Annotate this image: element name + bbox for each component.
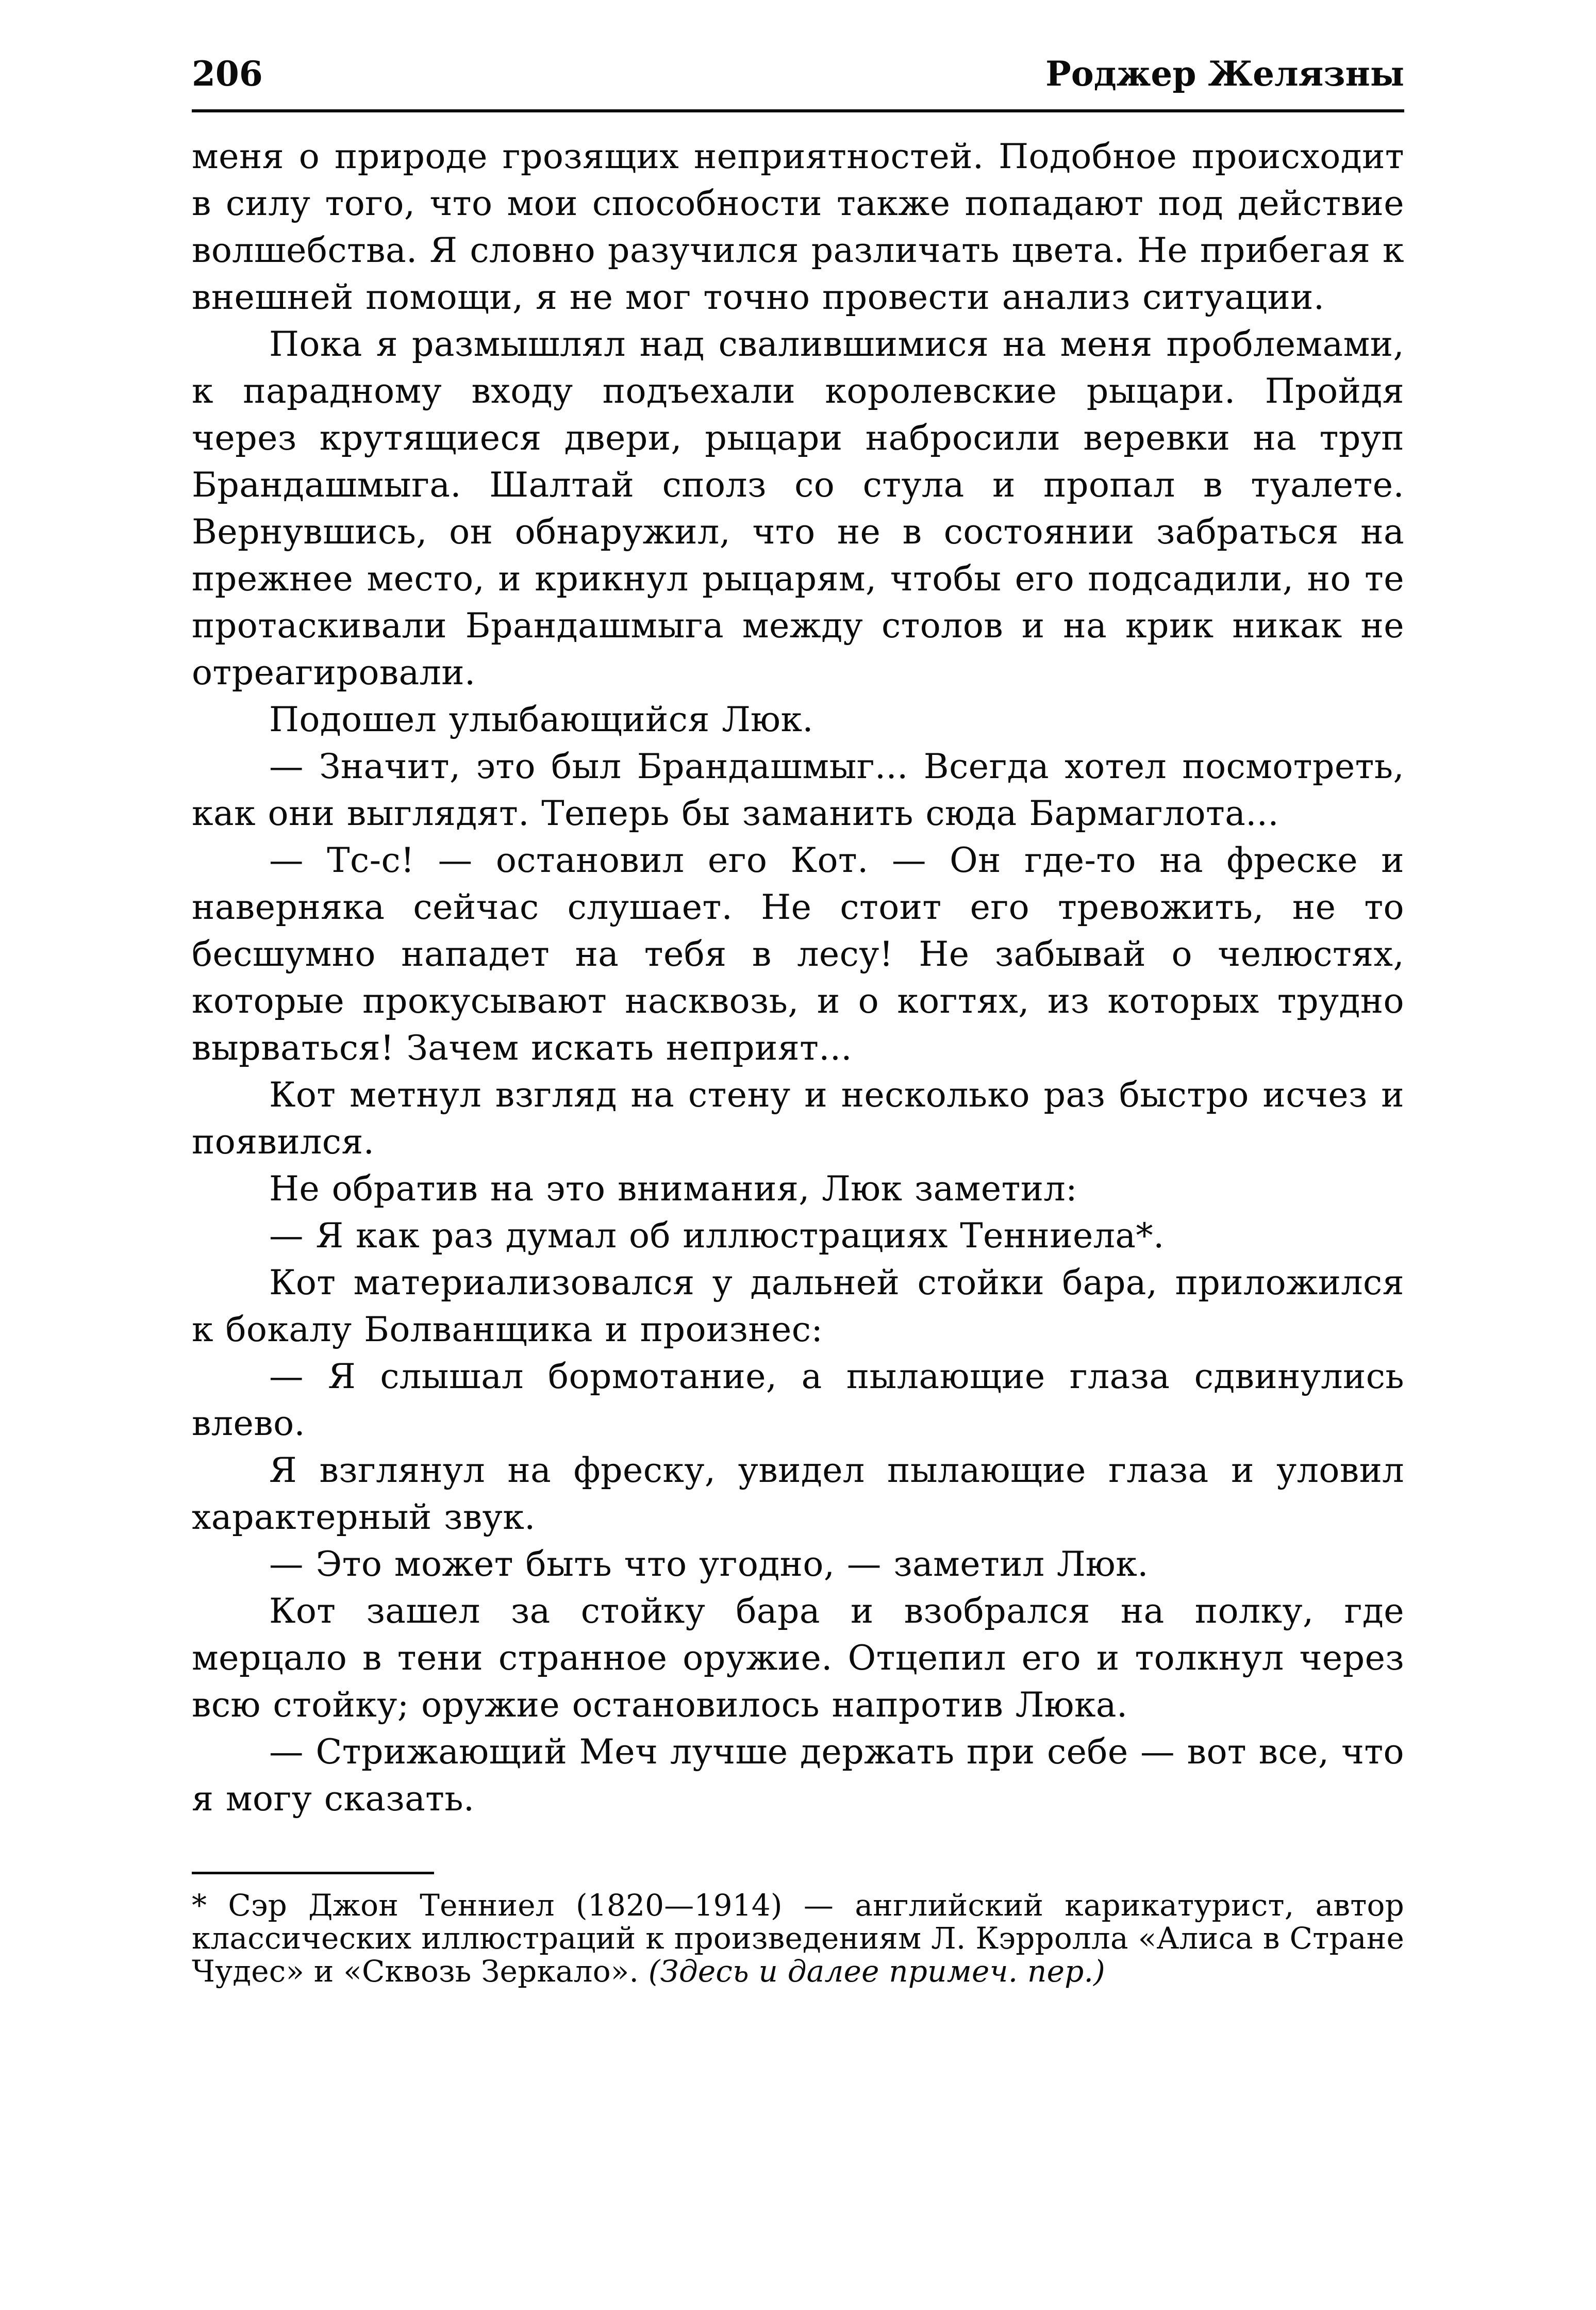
paragraph: Кот метнул взгляд на стену и несколько раз быстро исчез и появился. [192,1075,1404,1162]
book-page [192,50,1404,2267]
paragraph: Пока я размышлял над свалившимися на меня проблемами, к парадному входу подъехали королевские рыцари. Пройдя через крутящиеся двери, рыцари набросили веревки на труп Брандашмыга. Шалтай сполз со стула и пропал в туалете. Вернувшись, он обнаружил, что не в состоянии забраться на прежнее место, и крикнул рыцарям, чтобы его подсадили, но те протаскивали Брандашмыга между столов и на крик никак не отреагировали. [192,324,1404,692]
paragraph: — Это может быть что угодно, — заметил Люк. [269,1544,1149,1584]
paragraph: — Я как раз думал об иллюстрациях Тенниела*. [269,1215,1165,1256]
running-title: Роджер Желязны [1045,54,1404,94]
footnote-translator-note: (Здесь и далее примеч. пер.) [648,1954,1105,1989]
paragraph: меня о природе грозящих неприятностей. Подобное происходит в силу того, что мои способности также попадают под действие волшебства. Я словно разучился различать цвета. Не прибегая к внешней помощи, я не мог точно провести анализ ситуации. [192,136,1404,317]
paragraph: — Я слышал бормотание, а пылающие глаза сдвинулись влево. [192,1356,1404,1443]
page-header [192,50,1404,112]
page-number: 206 [192,54,263,94]
paragraph: Кот зашел за стойку бара и взобрался на полку, где мерцало в тени странное оружие. Отцепил его и толкнул через всю стойку; оружие остановилось напротив Люка. [192,1591,1404,1725]
paragraph: — Стрижающий Меч лучше держать при себе — вот все, что я могу сказать. [192,1731,1404,1819]
footnote-text: * Сэр Джон Тенниел (1820—1914) — английский карикатурист, автор классических иллюстраций к произведениям Л. Кэрролла «Алиса в Стране Чудес» и «Сквозь Зеркало». [192,1888,1404,1989]
paragraph: Подошел улыбающийся Люк. [269,699,813,739]
paragraph: — Тс-с! — остановил его Кот. — Он где-то на фреске и наверняка сейчас слушает. Не стоит его тревожить, не то бесшумно нападет на тебя в лесу! Не забывай о челюстях, которые прокусывают насквозь, и о когтях, из которых трудно вырваться! Зачем искать неприят... [192,840,1404,1068]
body-text [192,133,1404,1822]
paragraph: Кот материализовался у дальней стойки бара, приложился к бокалу Болванщика и произнес: [192,1262,1404,1349]
paragraph: — Значит, это был Брандашмыг... Всегда хотел посмотреть, как они выглядят. Теперь бы заманить сюда Бармаглота... [192,746,1404,833]
paragraph: Я взглянул на фреску, увидел пылающие глаза и уловил характерный звук. [192,1450,1404,1537]
paragraph: Не обратив на это внимания, Люк заметил: [269,1168,1077,1209]
footnote [192,1889,1404,1988]
footnote-divider [192,1872,434,1874]
